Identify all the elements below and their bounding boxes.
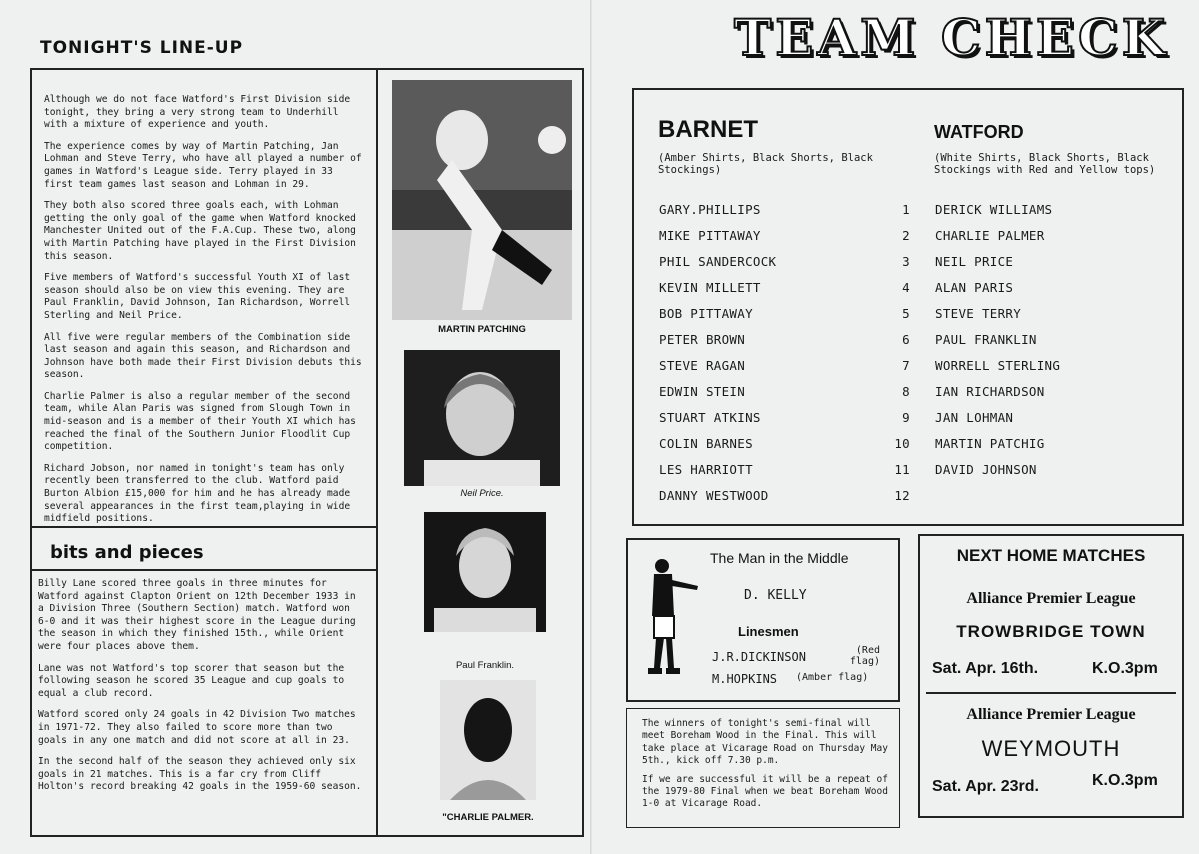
caption-paul-franklin: Paul Franklin. xyxy=(455,660,515,671)
bits-paragraph: Lane was not Watford's top scorer that season but the following season he scored 35 League and cup goals to equal a club record. xyxy=(38,662,345,699)
home-player: PHIL SANDERCOCK xyxy=(659,254,777,269)
semi-final-paragraph: If we are successful it will be a repeat of the 1979-80 Final when we beat Boreham Wood 1-0 at Vicarage Road. xyxy=(642,773,888,810)
linesman-2-flag: (Amber flag) xyxy=(796,672,869,683)
home-player: KEVIN MILLETT xyxy=(659,280,761,295)
home-player: DANNY WESTWOOD xyxy=(659,488,769,503)
bits-article xyxy=(38,578,366,803)
photo-neil-price xyxy=(404,350,560,486)
referee-figure-icon xyxy=(640,556,704,680)
lineup-paragraph: Charlie Palmer is also a regular member of the second team, while Alan Paris was signed from Slough Town in mid-season and is a member of their Youth XI which has reached the final of the Southern Junior Floodlit Cup competition. xyxy=(44,390,356,453)
linesman-2: M.HOPKINS xyxy=(712,672,778,686)
shirt-number: 9 xyxy=(902,410,910,425)
away-player: DAVID JOHNSON xyxy=(935,462,1037,477)
home-player: BOB PITTAWAY xyxy=(659,306,753,321)
shirt-number: 4 xyxy=(902,280,910,295)
bits-paragraph: Watford scored only 24 goals in 42 Division Two matches in 1971-72. They also failed to score more than two goals in any one match and did not score at all in 23. xyxy=(38,709,356,746)
photo-martin-patching xyxy=(392,80,572,320)
shirt-number: 10 xyxy=(894,436,910,451)
referee-name: D. KELLY xyxy=(744,588,807,603)
bits-paragraph: Billy Lane scored three goals in three minutes for Watford against Clapton Orient on 12th December 1933 in a Division Three (Southern Section) match. Watford won 6-0 and it was their highest score in the League during the season in which they finished 15th., while Orient were four places above them. xyxy=(38,578,356,652)
home-player: GARY.PHILLIPS xyxy=(659,202,761,217)
lineup-paragraph: Richard Jobson, nor named in tonight's team has only recently been transferred to the club. Watford paid Burton Albion £15,000 for him and he has already made several appearances in the first team,playing in wide midfield positions. xyxy=(44,462,351,525)
away-player: CHARLIE PALMER xyxy=(935,228,1045,243)
lineup-paragraph: They both also scored three goals each, with Lohman getting the only goal of the game when Watford knocked Manchester United out of the F.A.Cup. These two, along with Martin Patching have played in the First Division this season. xyxy=(44,200,356,262)
lineup-paragraph: All five were regular members of the Combination side last season and again this season, and Richardson and Johnson have both made their First Division debuts this season. xyxy=(44,331,362,381)
shirt-number: 3 xyxy=(902,254,910,269)
next-home-heading: NEXT HOME MATCHES xyxy=(956,546,1146,565)
away-player: NEIL PRICE xyxy=(935,254,1014,269)
shirt-number: 1 xyxy=(902,202,910,217)
match-2-date: Sat. Apr. 23rd. xyxy=(932,778,1039,795)
photo-charlie-palmer xyxy=(440,680,536,800)
away-player: WORRELL STERLING xyxy=(935,358,1061,373)
home-kit: (Amber Shirts, Black Shorts, Black Stockings) xyxy=(658,152,873,176)
home-player: MIKE PITTAWAY xyxy=(659,228,761,243)
right-page xyxy=(592,0,1199,854)
match-1-opponent: TROWBRIDGE TOWN xyxy=(956,622,1146,641)
shirt-number: 11 xyxy=(894,462,910,477)
shirt-number: 5 xyxy=(902,306,910,321)
home-player: STUART ATKINS xyxy=(659,410,761,425)
shirt-number: 8 xyxy=(902,384,910,399)
linesman-1-flag: (Red flag) xyxy=(849,645,880,667)
match-2-kickoff: K.O.3pm xyxy=(1092,772,1158,789)
match-2-league: Alliance Premier League xyxy=(966,706,1136,723)
lineup-paragraph: Five members of Watford's successful Youth XI of last season should also be on view this evening. They are Paul Franklin, David Johnson, Ian Richardson, Worrell Sterling and Neil Price. xyxy=(44,272,351,321)
shirt-number: 7 xyxy=(902,358,910,373)
column-divider xyxy=(376,70,378,835)
linesman-1: J.R.DICKINSON xyxy=(712,650,806,664)
lineup-heading: TONIGHT'S LINE-UP xyxy=(40,38,244,58)
away-player: MARTIN PATCHIG xyxy=(935,436,1045,451)
home-team-name: BARNET xyxy=(658,116,758,143)
away-player: STEVE TERRY xyxy=(935,306,1022,321)
home-player: LES HARRIOTT xyxy=(659,462,753,477)
home-player: EDWIN STEIN xyxy=(659,384,746,399)
match-1-league: Alliance Premier League xyxy=(966,590,1136,607)
match-2-opponent: WEYMOUTH xyxy=(981,736,1121,761)
away-player: PAUL FRANKLIN xyxy=(935,332,1037,347)
home-player: PETER BROWN xyxy=(659,332,746,347)
away-player: ALAN PARIS xyxy=(935,280,1014,295)
semi-final-paragraph: The winners of tonight's semi-final will meet Boreham Wood in the Final. This will take place at Vicarage Road on Thursday May 5th., kick off 7.30 p.m. xyxy=(642,718,888,767)
shirt-number: 12 xyxy=(894,488,910,503)
lineup-paragraph: The experience comes by way of Martin Patching, Jan Lohman and Steve Terry, who have all played a number of games in Watford's League side. Terry played in 33 first team games last season and Lohman in 29. xyxy=(44,140,362,190)
bits-heading: bits and pieces xyxy=(50,542,204,563)
away-player: JAN LOHMAN xyxy=(935,410,1014,425)
away-team-name: WATFORD xyxy=(934,122,1024,142)
away-player: IAN RICHARDSON xyxy=(935,384,1045,399)
lineup-article xyxy=(44,94,366,535)
officials-heading: The Man in the Middle xyxy=(710,550,849,566)
team-check-title: TEAM CHECK xyxy=(734,8,1170,67)
shirt-number: 2 xyxy=(902,228,910,243)
matches-divider xyxy=(926,692,1176,694)
away-player: DERICK WILLIAMS xyxy=(935,202,1053,217)
away-kit: (White Shirts, Black Shorts, Black Stockings with Red and Yellow tops) xyxy=(934,152,1156,176)
caption-neil-price: Neil Price. xyxy=(460,488,504,499)
bits-rule xyxy=(32,569,376,571)
lineup-paragraph: Although we do not face Watford's First Division side tonight, they bring a very strong team to Underhill with a mixture of experience and youth. xyxy=(44,94,351,131)
home-player: STEVE RAGAN xyxy=(659,358,746,373)
photo-paul-franklin xyxy=(424,512,546,632)
caption-martin-patching: MARTIN PATCHING xyxy=(438,324,526,335)
shirt-number: 6 xyxy=(902,332,910,347)
match-1-kickoff: K.O.3pm xyxy=(1092,660,1158,677)
caption-charlie-palmer: "CHARLIE PALMER. xyxy=(442,812,534,823)
bits-paragraph: In the second half of the season they achieved only six goals in 21 matches. This is a far cry from Cliff Holton's record breaking 42 goals in the 1959-60 season. xyxy=(38,756,362,793)
semi-final-note xyxy=(642,718,892,817)
left-page xyxy=(0,0,592,854)
home-player: COLIN BARNES xyxy=(659,436,753,451)
linesmen-label: Linesmen xyxy=(738,624,799,639)
match-1-date: Sat. Apr. 16th. xyxy=(932,660,1039,677)
